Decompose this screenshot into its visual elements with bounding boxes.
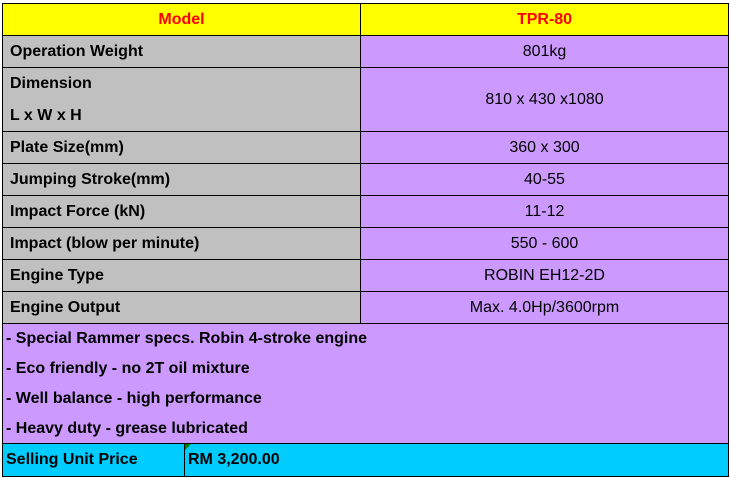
note-item: - Eco friendly - no 2T oil mixture [6, 360, 250, 377]
selling-price-amount: RM 3,200.00 [188, 451, 280, 468]
impact-force-label: Impact Force (kN) [2, 195, 361, 228]
cell-marker-icon [185, 444, 191, 450]
engine-type-value: ROBIN EH12-2D [360, 259, 729, 292]
operation-weight-label: Operation Weight [2, 35, 361, 68]
selling-price-value [184, 443, 729, 477]
impact-force-value: 11-12 [360, 195, 729, 228]
engine-output-label: Engine Output [2, 291, 361, 324]
note-item: - Heavy duty - grease lubricated [6, 420, 248, 437]
selling-price-label: Selling Unit Price [2, 443, 185, 477]
plate-size-label: Plate Size(mm) [2, 131, 361, 164]
dimension-label [2, 67, 361, 132]
header-model-cell: Model [2, 3, 361, 36]
jumping-stroke-label: Jumping Stroke(mm) [2, 163, 361, 196]
header-model-value-cell: TPR-80 [360, 3, 729, 36]
plate-size-value: 360 x 300 [360, 131, 729, 164]
dimension-label-line2: L x W x H [10, 106, 82, 124]
impact-bpm-value: 550 - 600 [360, 227, 729, 260]
note-item: - Special Rammer specs. Robin 4-stroke engine [6, 330, 368, 347]
operation-weight-value: 801kg [360, 35, 729, 68]
features-notes [2, 323, 729, 444]
spec-table [2, 3, 729, 477]
engine-output-value: Max. 4.0Hp/3600rpm [360, 291, 729, 324]
impact-bpm-label: Impact (blow per minute) [2, 227, 361, 260]
dimension-value: 810 x 430 x1080 [360, 67, 729, 132]
dimension-label-line1: Dimension [10, 74, 92, 92]
note-item: - Well balance - high performance [6, 390, 262, 407]
engine-type-label: Engine Type [2, 259, 361, 292]
jumping-stroke-value: 40-55 [360, 163, 729, 196]
